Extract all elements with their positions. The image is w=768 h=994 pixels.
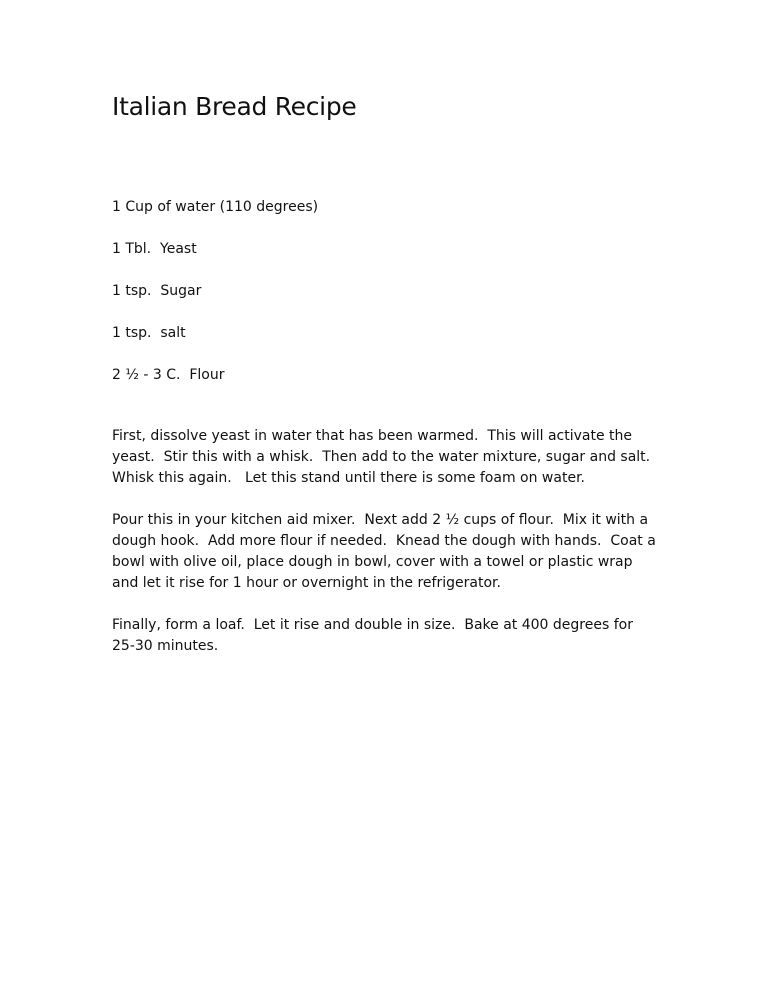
instruction-paragraph: Finally, form a loaf. Let it rise and double in size. Bake at 400 degrees for 25-30 minutes.: [112, 617, 638, 654]
ingredient-item: 1 tsp. salt: [112, 325, 186, 341]
ingredient-item: 1 Cup of water (110 degrees): [112, 199, 319, 215]
ingredient-item: 2 ½ - 3 C. Flour: [112, 367, 225, 383]
instructions: [112, 426, 660, 678]
ingredient-item: 1 tsp. Sugar: [112, 283, 202, 299]
ingredient-item: 1 Tbl. Yeast: [112, 241, 197, 257]
instruction-paragraph: First, dissolve yeast in water that has been warmed. This will activate the yeast. Stir this with a whisk. Then add to the water mixture, sugar and salt. Whisk this again. Let this stand until there is some foam on water.: [112, 428, 660, 486]
instruction-paragraph: Pour this in your kitchen aid mixer. Next add 2 ½ cups of flour. Mix it with a dough hook. Add more flour if needed. Knead the dough with hands. Coat a bowl with olive oil, place dough in bowl, cover with a towel or plastic wrap and let it rise for 1 hour or overnight in the refrigerator.: [112, 512, 661, 591]
recipe-title: Italian Bread Recipe: [112, 92, 357, 121]
ingredient-list: [112, 197, 318, 407]
